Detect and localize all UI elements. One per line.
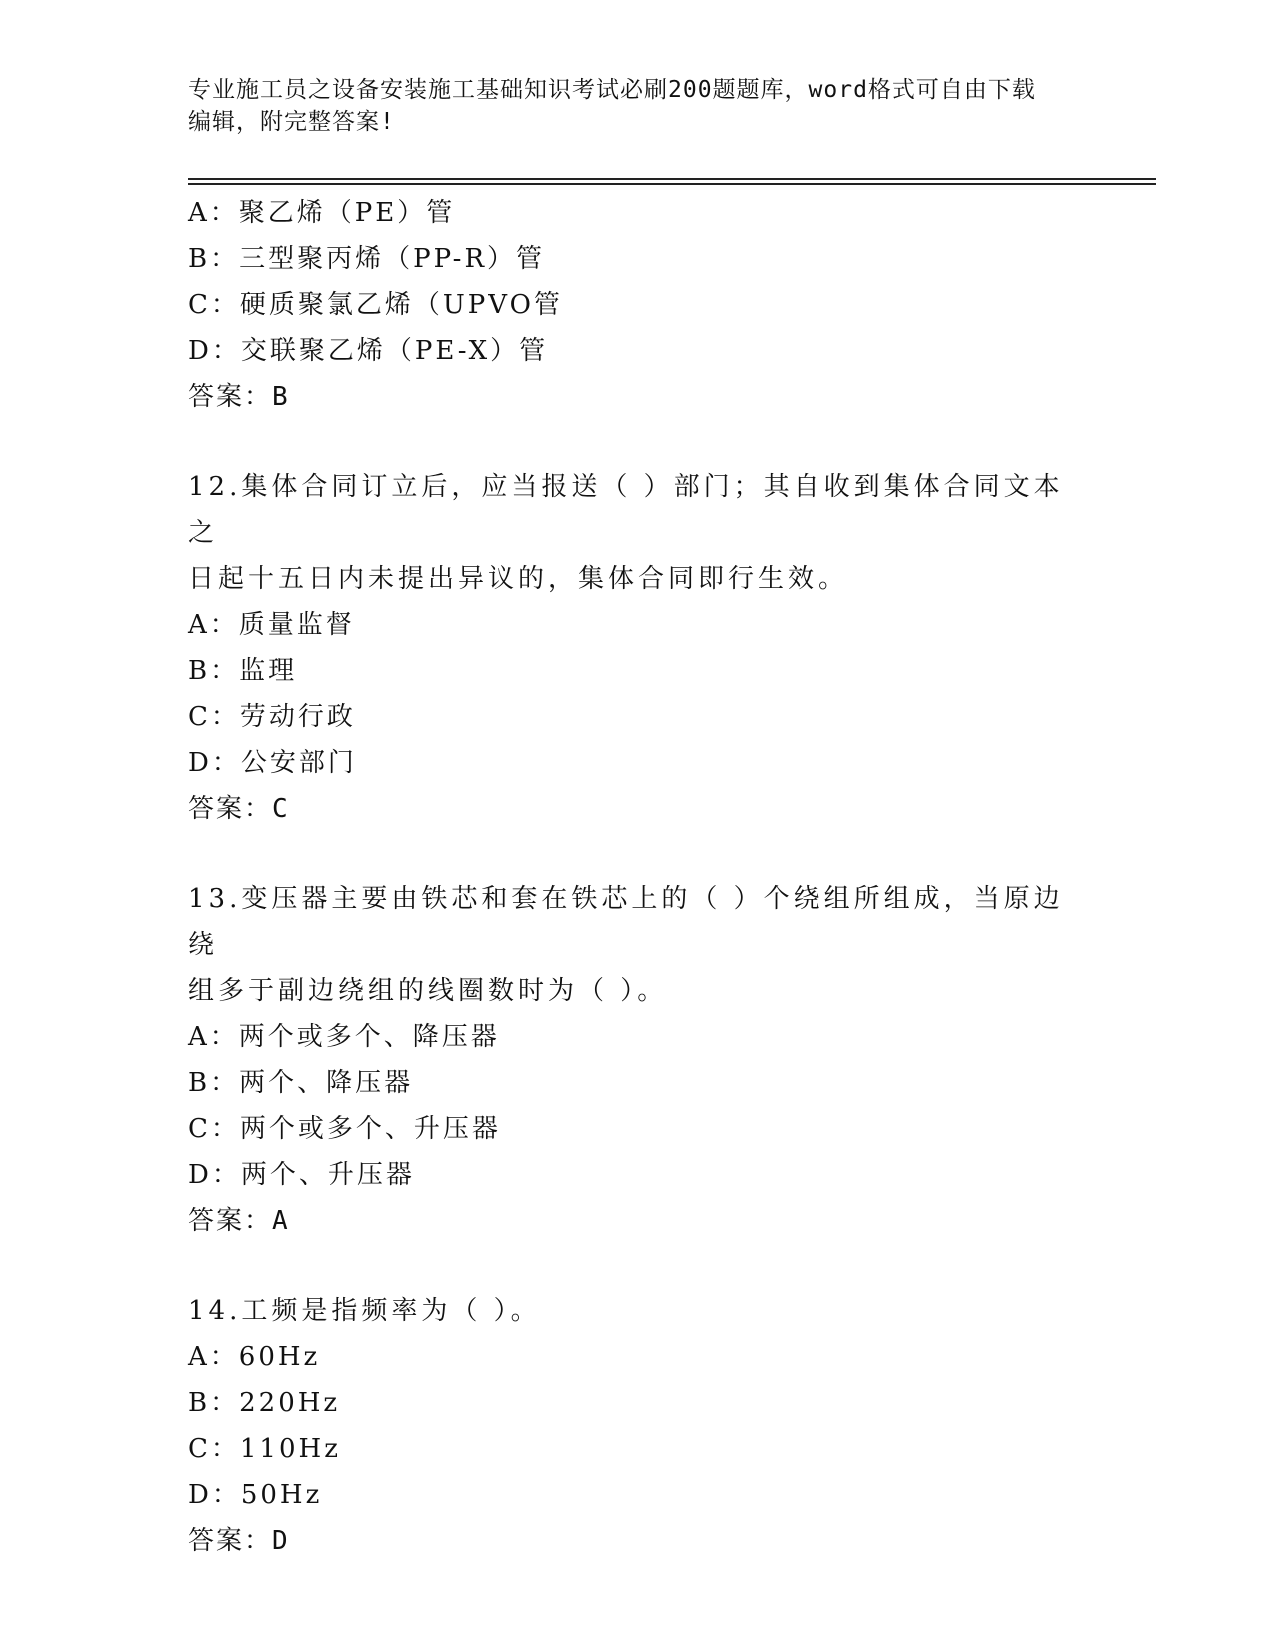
document-body [188, 190, 1088, 1564]
option-d: D：公安部门 [188, 748, 357, 778]
question-12 [188, 464, 1088, 832]
answer-label: 答案：A [188, 1206, 290, 1236]
question-text [188, 464, 1088, 602]
document-header [188, 74, 1088, 138]
question-text-line-2: 组多于副边绕组的线圈数时为（ ）。 [188, 976, 668, 1006]
question-text-line-1: 14.工频是指频率为（ ）。 [188, 1296, 541, 1326]
option-a: A：质量监督 [188, 610, 355, 640]
option-b: B：监理 [188, 656, 298, 686]
option-a: A：60Hz [188, 1342, 321, 1372]
option-d: D：交联聚乙烯（PE-X）管 [188, 336, 549, 366]
answer-label: 答案：B [188, 382, 290, 412]
question-text [188, 876, 1088, 1014]
question-text [188, 1288, 1088, 1334]
header-line-1: 专业施工员之设备安装施工基础知识考试必刷200题题库，word格式可自由下载 [188, 77, 1036, 103]
option-b: B：两个、降压器 [188, 1068, 414, 1098]
answer-label: 答案：D [188, 1526, 290, 1556]
option-a: A：聚乙烯（PE）管 [188, 198, 456, 228]
option-b: B：三型聚丙烯（PP-R）管 [188, 244, 546, 274]
header-rule-top [188, 178, 1156, 180]
question-text-line-1: 13.变压器主要由铁芯和套在铁芯上的（ ）个绕组所组成，当原边绕 [188, 884, 1064, 960]
option-c: C：硬质聚氯乙烯（UPVO管 [188, 290, 563, 320]
option-b: B：220Hz [188, 1388, 341, 1418]
header-line-2: 编辑，附完整答案! [188, 109, 395, 135]
option-d: D：两个、升压器 [188, 1160, 415, 1190]
question-14 [188, 1288, 1088, 1564]
option-d: D：50Hz [188, 1480, 323, 1510]
question-11-continued [188, 190, 1088, 420]
question-13 [188, 876, 1088, 1244]
header-rule-bottom [188, 183, 1156, 185]
option-c: C：110Hz [188, 1434, 341, 1464]
answer-label: 答案：C [188, 794, 290, 824]
option-c: C：两个或多个、升压器 [188, 1114, 501, 1144]
question-text-line-1: 12.集体合同订立后，应当报送（ ）部门；其自收到集体合同文本之 [188, 472, 1064, 548]
question-text-line-2: 日起十五日内未提出异议的，集体合同即行生效。 [188, 564, 849, 594]
option-c: C：劳动行政 [188, 702, 356, 732]
option-a: A：两个或多个、降压器 [188, 1022, 500, 1052]
